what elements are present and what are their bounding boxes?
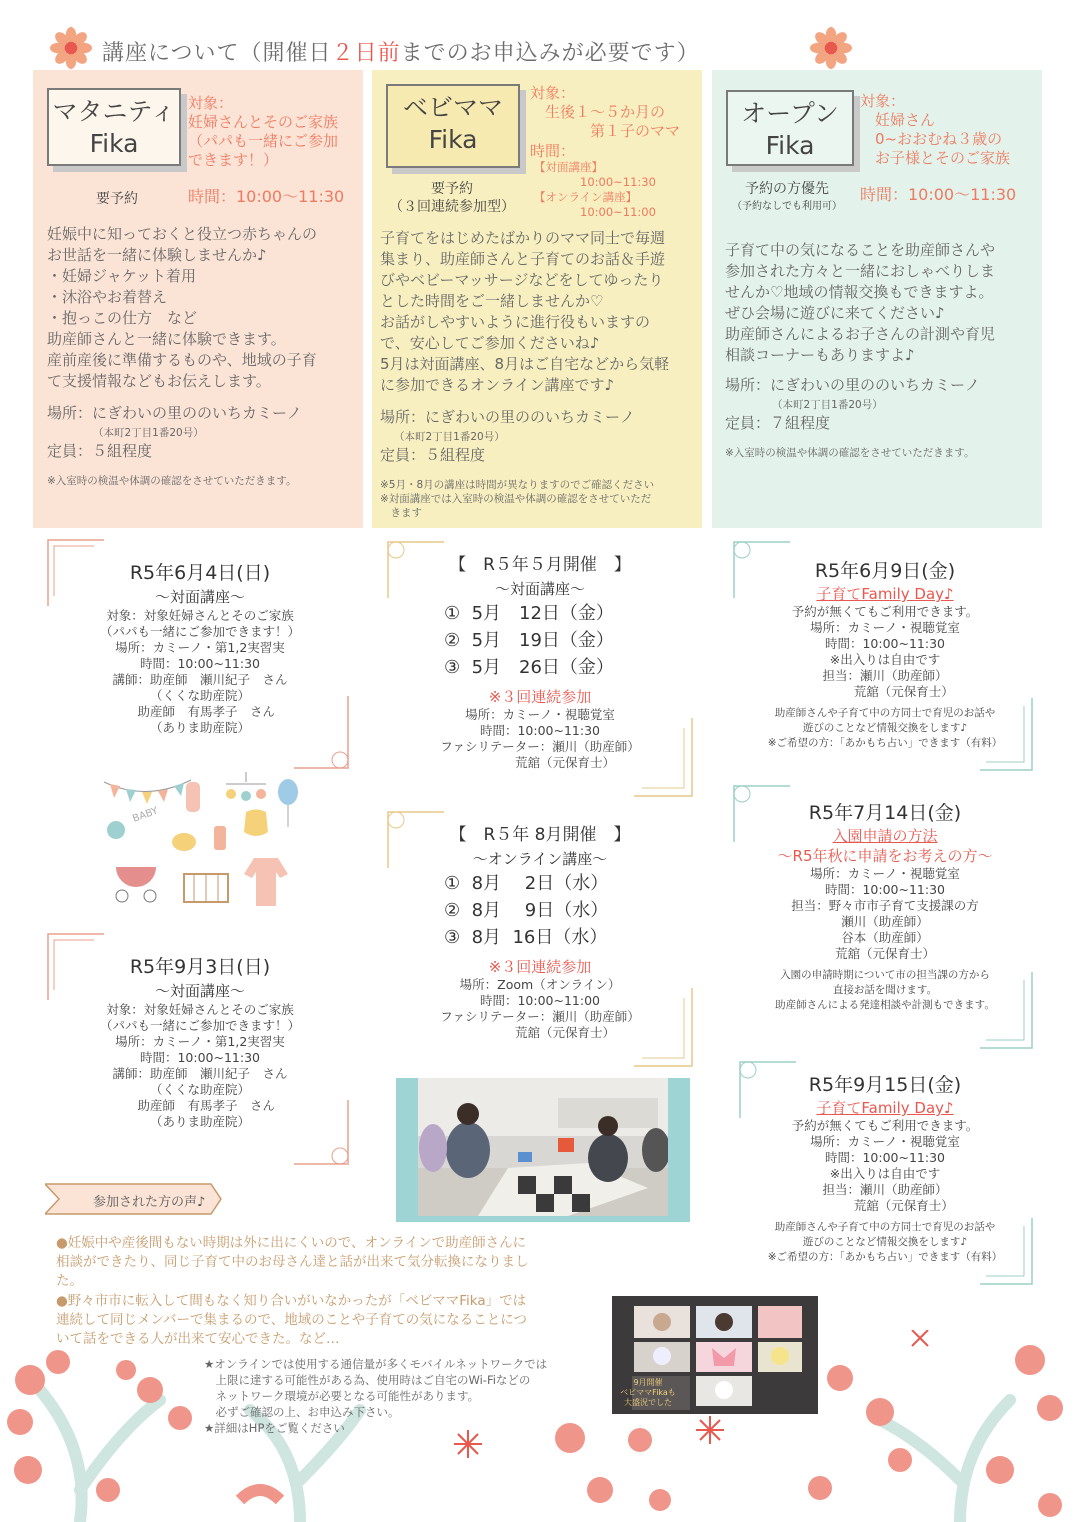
babymama-required: 要予約 （３回連続参加型）	[389, 181, 515, 215]
babymama-time-detail: 【対面講座】 10:00~11:30 【オンライン講座】 10:00~11:00	[534, 160, 656, 219]
open-fika-panel	[712, 70, 1042, 528]
maternity-required: 要予約	[96, 191, 138, 207]
maternity-place: 場所：にぎわいの里ののいちカミーノ	[47, 404, 302, 422]
page-title: 講座について（開催日２日前までのお申込みが必要です）	[102, 41, 700, 66]
event-small-note: 助産師さんや子育て中の方同士で育児のお話や 遊びのことなど情報交換をします♪ ※ご希望の方：「あかもち占い」できます（有料）	[767, 707, 1003, 749]
voice-2: ●野々市市に転入して間もなく知り合いがいなかったが「ベビママFika」では 連続して同じメンバーで集まるので、地域のことや子育ての気になることにつ いて話をできる人が出来て安心できた。など…	[56, 1293, 528, 1347]
event-date: R5年6月9日(金)	[814, 560, 956, 582]
babymama-target: 対象： 生後１～５か月の 第１子のママ	[530, 84, 681, 140]
header-flower-icon-left	[50, 27, 92, 69]
event-title: 【 R５年５月開催 】	[449, 555, 631, 575]
session-photo	[418, 1078, 668, 1216]
event-type: ～対面講座～	[494, 580, 585, 598]
open-place: 場所：にぎわいの里ののいちカミーノ	[725, 376, 980, 394]
maternity-capacity: 定員：５組程度	[47, 442, 153, 460]
maternity-note: ※入室時の検温や体調の確認をさせていただきます。	[47, 475, 297, 487]
event-date: R5年9月3日(日)	[129, 956, 271, 978]
event-sep15	[745, 1072, 1025, 1265]
event-sep3	[70, 954, 330, 1130]
event-jun9	[745, 558, 1025, 751]
voices-tag	[45, 1180, 223, 1218]
event-jul14	[745, 800, 1025, 1013]
open-note: ※入室時の検温や体調の確認をさせていただきます。	[725, 447, 975, 459]
maternity-time: 時間：10:00～11:30	[188, 187, 345, 206]
maternity-fika-panel	[33, 70, 363, 528]
babymama-capacity: 定員：５組程度	[380, 446, 486, 464]
event-jun4	[70, 560, 330, 736]
voices-tag-label: 参加された方の声♪	[93, 1195, 206, 1210]
open-target: 対象： 妊婦さん 0~おおむね３歳の お子様とそのご家族	[860, 92, 1011, 167]
open-required: 予約の方優先 （予約なしでも利用可）	[732, 181, 842, 212]
babymama-title-box	[386, 84, 520, 168]
maternity-title-box	[47, 88, 181, 166]
online-notice: ★オンラインでは使用する通信量が多くモバイルネットワークでは 上限に達する可能性がある為、使用時はご自宅のWi-Fiなどの ネットワーク環境が必要となる可能性があります。 必ずご確認の上、お申込み下さい。 ★詳細はHPをご覧ください	[204, 1357, 548, 1435]
svg-text:BABY: BABY	[131, 805, 160, 825]
event-details: 場所：カミーノ・視聴覚室 時間：10:00~11:30 担当：野々市市子育て支援課の方 瀬川（助産師） 谷本（助産師） 荒舘（元保育士）	[791, 866, 979, 961]
event-small-note: 入園の申請時期について市の担当課の方から 直接お話を聞けます。 助産師さんによる発達相談や計測もできます。	[775, 969, 995, 1011]
event-type: ～オンライン講座～	[472, 850, 608, 868]
event-small-note: 助産師さんや子育て中の方同士で育児のお話や 遊びのことなど情報交換をします♪ ※ご希望の方：「あかもち占い」できます（有料）	[767, 1221, 1003, 1263]
event-subtitle: 入園申請の方法	[832, 827, 938, 845]
event-type: ～対面講座～	[154, 588, 245, 606]
header-flower-icon-right	[810, 27, 852, 69]
voice-1: ●妊娠中や産後間もない時期は外に出にくいので、オンラインで助産師さんに 相談ができたり、同じ子育て中のお母さん達と話が出来て気分転換になりまし た。	[56, 1235, 529, 1289]
maternity-target: 対象： 妊婦さんとそのご家族 （パパも一緒にご参加 できます！）	[188, 94, 339, 169]
babymama-note: ※5月・8月の講座は時間が異なりますのでご確認ください ※対面講座では入室時の検温や体調の確認をさせていただ きます	[380, 479, 655, 519]
babymama-address: （本町2丁目1番20号）	[394, 431, 505, 443]
event-type: ～対面講座～	[154, 982, 245, 1000]
baby-goods-illustration	[96, 762, 306, 912]
title-highlight: ２日前	[331, 41, 401, 66]
babymama-time-label: 時間：	[530, 142, 576, 160]
event-details: 予約が無くてもご利用できます。 場所：カミーノ・視聴覚室 時間：10:00~11:30 ※出入りは自由です 担当：瀬川（助産師） 荒舘（元保育士）	[791, 1118, 979, 1213]
open-title: オープン	[741, 99, 839, 128]
event-note: ※３回連続参加	[488, 958, 592, 976]
open-address: （本町2丁目1番20号）	[772, 399, 883, 411]
open-capacity: 定員：７組程度	[725, 414, 831, 432]
zoom-caption: 9月開催 ベビママFikaも 大盛況でした	[620, 1378, 676, 1407]
maternity-title-fika: Fika	[89, 129, 139, 158]
event-title: 【 R５年 8月開催 】	[449, 825, 631, 845]
event-details: 対象：対象妊婦さんとそのご家族 （パパも一緒にご参加できます！） 場所：カミーノ・第1,2実習実 時間：10:00~11:30 講師：助産師 瀬川紀子 さん （くくな助産院） 助産師 有馬孝子 さん （ありま助産院）	[99, 1002, 300, 1129]
event-may	[400, 552, 680, 771]
event-details: 場所：Zoom（オンライン） 時間：10:00~11:00 ファシリテーター：瀬川（助産師） 荒舘（元保育士）	[440, 977, 640, 1040]
event-note: ※３回連続参加	[488, 688, 592, 706]
babymama-title: ベビママ	[402, 93, 503, 122]
event-details: 対象：対象妊婦さんとそのご家族 （パパも一緒にご参加できます！） 場所：カミーノ・第1,2実習実 時間：10:00~11:30 講師：助産師 瀬川紀子 さん （くくな助産院） 助産師 有馬孝子 さん （ありま助産院）	[99, 608, 300, 735]
event-date: R5年6月4日(日)	[129, 562, 271, 584]
maternity-description: 妊娠中に知っておくと役立つ赤ちゃんの お世話を一緒に体験しませんか♪ ・妊婦ジャケット着用 ・沐浴やお着替え ・抱っこの仕方 など 助産師さんと一緒に体験できます。 産前産後に準備するものや、地域の子育 て支援情報などもお伝えします。	[47, 225, 318, 390]
babymama-place: 場所：にぎわいの里ののいちカミーノ	[380, 408, 635, 426]
event-subtitle: 子育てFamily Day♪	[816, 585, 954, 603]
event-date: R5年7月14日(金)	[808, 802, 962, 824]
event-subtitle: 子育てFamily Day♪	[816, 1099, 954, 1117]
event-dates: ① 5月 12日（金） ② 5月 19日（金） ③ 5月 26日（金）	[444, 603, 614, 678]
open-title-box	[726, 90, 854, 166]
open-time: 時間：10:00～11:30	[860, 185, 1017, 204]
event-subtitle-2: ～R5年秋に申請をお考えの方～	[777, 847, 993, 865]
babymama-description: 子育てをはじめたばかりのママ同士で毎週 集まり、助産師さんと子育てのお話＆手遊 びやベビーマッサージなどをしてゆったり とした時間をご一緒しませんか♡ お話がしやすいように進行役もいますの で、安心してご参加くださいね♪ 5月は対面講座、8月はご自宅などから気軽 に参加できるオンライン講座です♪	[380, 229, 670, 394]
event-date: R5年9月15日(金)	[808, 1074, 962, 1096]
event-dates: ① 8月 2日（水） ② 8月 9日（水） ③ 8月 16日（水）	[444, 873, 609, 948]
event-aug	[400, 822, 680, 1041]
open-description: 子育て中の気になることを助産師さんや 参加された方々と一緒におしゃべりしま せんか♡地域の情報交換もできますよ。 ぜひ会場に遊びに来てください♪ 助産師さんによるお子さんの計測や育児 相談コーナーもありますよ♪	[725, 241, 996, 364]
event-details: 予約が無くてもご利用できます。 場所：カミーノ・視聴覚室 時間：10:00~11:30 ※出入りは自由です 担当：瀬川（助産師） 荒舘（元保育士）	[791, 604, 979, 699]
babymama-title-fika: Fika	[428, 125, 478, 154]
babymama-fika-panel	[372, 70, 702, 528]
event-details: 場所：カミーノ・視聴覚室 時間：10:00~11:30 ファシリテーター：瀬川（助産師） 荒舘（元保育士）	[440, 707, 640, 770]
maternity-title: マタニティ	[52, 97, 176, 126]
open-title-fika: Fika	[765, 131, 815, 160]
maternity-address: （本町2丁目1番20号）	[93, 427, 204, 439]
